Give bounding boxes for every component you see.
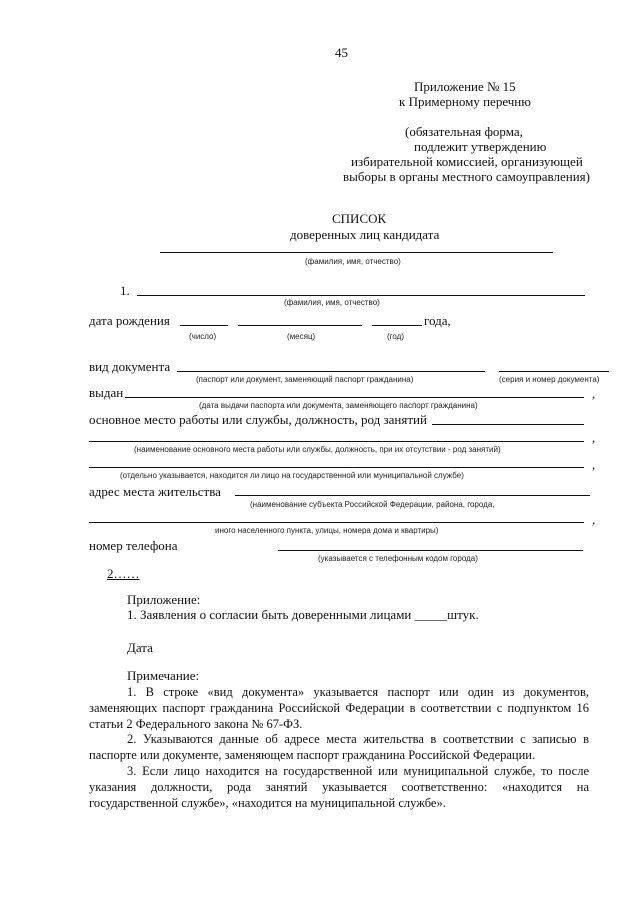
issued-line <box>125 397 584 398</box>
workplace-line-a <box>432 424 584 425</box>
page-number: 45 <box>335 45 348 60</box>
note-2: 2. Указываются данные об адресе места жительства в соответствии с записью в паспорте или документе, заменяющем паспорт гражданина Российской Федерации. <box>89 732 589 762</box>
note-1: 1. В строке «вид документа» указывается паспорт или один из документов, заменяющих паспорт гражданина Российской Федерации в соответствии с подпунктом 16 статьи 2 Федерального закона № 67-ФЗ. <box>89 685 589 731</box>
fio-caption: (фамилия, имя, отчество) <box>284 298 380 307</box>
appendix-number: Приложение № 15 <box>414 79 516 94</box>
year-suffix: года, <box>424 313 451 328</box>
fio-line <box>137 295 585 296</box>
form-note-line2: подлежит утверждению <box>414 139 547 154</box>
document-subtitle: доверенных лиц кандидата <box>290 227 440 242</box>
workplace-caption: (наименование основного места работы или службы, должность, при их отсутствии - род занятий) <box>134 445 501 454</box>
entry-number: 1. <box>120 283 130 298</box>
address-caption: (наименование субъекта Российской Федерации, района, города, <box>250 500 495 509</box>
year-caption: (год) <box>387 332 405 341</box>
birth-month-line <box>238 325 362 326</box>
form-note-line1: (обязательная форма, <box>405 124 523 139</box>
workplace-comma: , <box>592 430 596 445</box>
attachments-item: 1. Заявления о согласии быть доверенными лицами _____штук. <box>127 607 479 622</box>
phone-caption: (указывается с телефонным кодом города) <box>318 554 478 563</box>
document-series-caption: (серия и номер документа) <box>499 375 600 384</box>
phone-label: номер телефона <box>89 538 178 553</box>
issued-caption: (дата выдачи паспорта или документа, заменяющего паспорт гражданина) <box>199 401 478 410</box>
document-type-label: вид документа <box>89 359 171 374</box>
candidate-name-caption: (фамилия, имя, отчество) <box>305 257 401 266</box>
issued-label: выдан <box>89 385 124 400</box>
attachments-heading: Приложение: <box>127 592 201 607</box>
issued-comma: , <box>592 386 596 401</box>
appendix-reference: к Примерному перечню <box>399 94 531 109</box>
workplace-line-b <box>89 441 584 442</box>
candidate-name-line <box>160 252 553 253</box>
address-label: адрес места жительства <box>89 484 221 499</box>
workplace-label: основное место работы или службы, должность, род занятий <box>89 412 427 427</box>
date-label: Дата <box>127 640 153 655</box>
document-type-line <box>177 371 485 372</box>
public-service-line <box>89 467 584 468</box>
address-caption-continued: иного населенного пункта, улицы, номера дома и квартиры) <box>215 526 439 535</box>
notes-heading: Примечание: <box>127 668 200 683</box>
month-caption: (месяц) <box>287 332 316 341</box>
form-note-line4: выборы в органы местного самоуправления) <box>343 169 590 184</box>
address-comma: , <box>592 512 596 527</box>
public-service-caption: (отдельно указывается, находится ли лицо на государственной или муниципальной службе) <box>120 471 464 480</box>
document-type-caption: (паспорт или документ, заменяющий паспорт гражданина) <box>196 375 414 384</box>
day-caption: (число) <box>189 332 217 341</box>
address-line-a <box>235 495 590 496</box>
document-series-line <box>499 371 609 372</box>
birth-year-line <box>372 325 422 326</box>
next-entry-number: 2…… <box>107 566 140 581</box>
phone-line <box>278 550 583 551</box>
birth-day-line <box>180 325 228 326</box>
address-line-b <box>89 522 584 523</box>
service-comma: , <box>592 457 596 472</box>
document-title: СПИСОК <box>332 211 387 226</box>
birth-date-label: дата рождения <box>89 313 170 328</box>
form-note-line3: избирательной комиссией, организующей <box>351 154 583 169</box>
note-3: 3. Если лицо находится на государственной или муниципальной службе, то после указания должности, рода занятий указывается соответственно: «находится на государственной службе», «находится на муниципальной службе». <box>89 764 589 810</box>
